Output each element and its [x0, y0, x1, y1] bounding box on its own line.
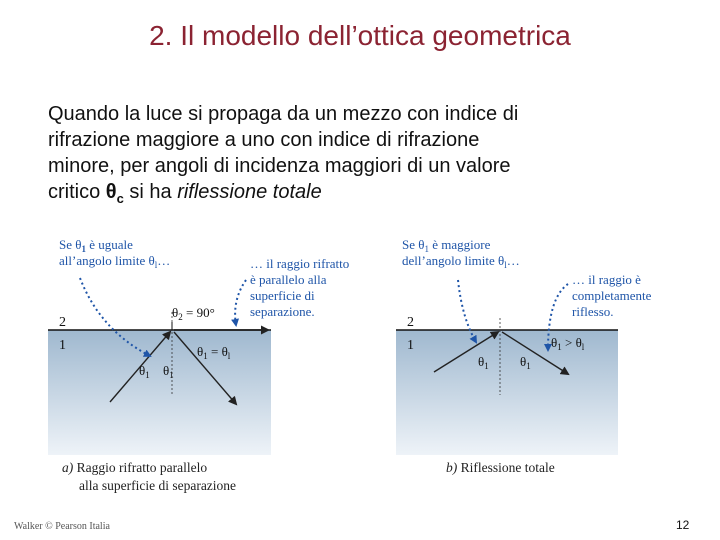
figure-b	[396, 237, 652, 475]
medium-label-2-b: 2	[407, 315, 414, 330]
slide-title: 2. Il modello dell’ottica geometrica	[149, 20, 571, 51]
water-medium-b	[396, 330, 618, 455]
angle-label-theta1-gt-b: $\theta_1 > \theta_l$	[551, 335, 585, 352]
caption-line1-b: b) Riflessione totale	[446, 460, 555, 475]
body-line-4-mid: si ha	[123, 181, 178, 203]
note-right-line3-a: superficie di	[250, 288, 315, 303]
pointer-arrow-right-a	[235, 280, 246, 325]
note-right-line1-a: … il raggio rifratto	[250, 256, 350, 271]
note-right-line3-b: riflesso.	[572, 304, 614, 319]
body-line-2: rifrazione maggiore a uno con indice di rifrazione	[48, 129, 480, 151]
angle-label-theta1-eq-a: $\theta_1 = \theta_l$	[197, 344, 231, 361]
note-right-line2-a: è parallelo alla	[250, 272, 327, 287]
page-number: 12	[676, 518, 690, 532]
medium-label-2-a: 2	[59, 315, 66, 330]
note-left-line1-b: Se $\theta_1$ è maggiore	[402, 237, 491, 254]
angle-label-reflection-b: $\theta_1$	[520, 354, 531, 371]
caption-line2-a: alla superficie di separazione	[79, 478, 237, 493]
theta-subscript: c	[116, 191, 124, 206]
medium-label-1-b: 1	[407, 338, 414, 353]
note-left-line2-b: dell’angolo limite $\theta_l\dots$	[402, 253, 520, 270]
note-left-line1-a: Se $\theta_1$ è uguale	[59, 237, 133, 254]
angle-label-theta2-a: $\theta_2 = 90^\circ$	[172, 305, 215, 322]
note-right-line1-b: … il raggio è	[572, 272, 641, 287]
body-line-4-pre: critico	[48, 181, 106, 203]
note-right-line2-b: completamente	[572, 288, 652, 303]
water-medium-a	[48, 330, 271, 455]
note-left-line2-a: all’angolo limite $\theta_l\dots$	[59, 253, 171, 270]
angle-label-reflection-a: $\theta_1$	[163, 363, 174, 380]
total-reflection-term: riflessione totale	[177, 181, 322, 203]
body-line-3: minore, per angoli di incidenza maggiori di un valore	[48, 155, 511, 177]
note-right-line4-a: separazione.	[250, 304, 315, 319]
body-line-1: Quando la luce si propaga da un mezzo con indice di	[48, 103, 519, 125]
theta-symbol: θ	[105, 181, 117, 203]
publisher-credit: Walker © Pearson Italia	[14, 521, 110, 532]
caption-line1-a: a) Raggio rifratto parallelo	[62, 460, 208, 475]
medium-label-1-a: 1	[59, 338, 66, 353]
angle-label-incidence-a: $\theta_1$	[139, 363, 150, 380]
angle-label-incidence-b: $\theta_1$	[478, 354, 489, 371]
figure-a	[48, 237, 349, 493]
